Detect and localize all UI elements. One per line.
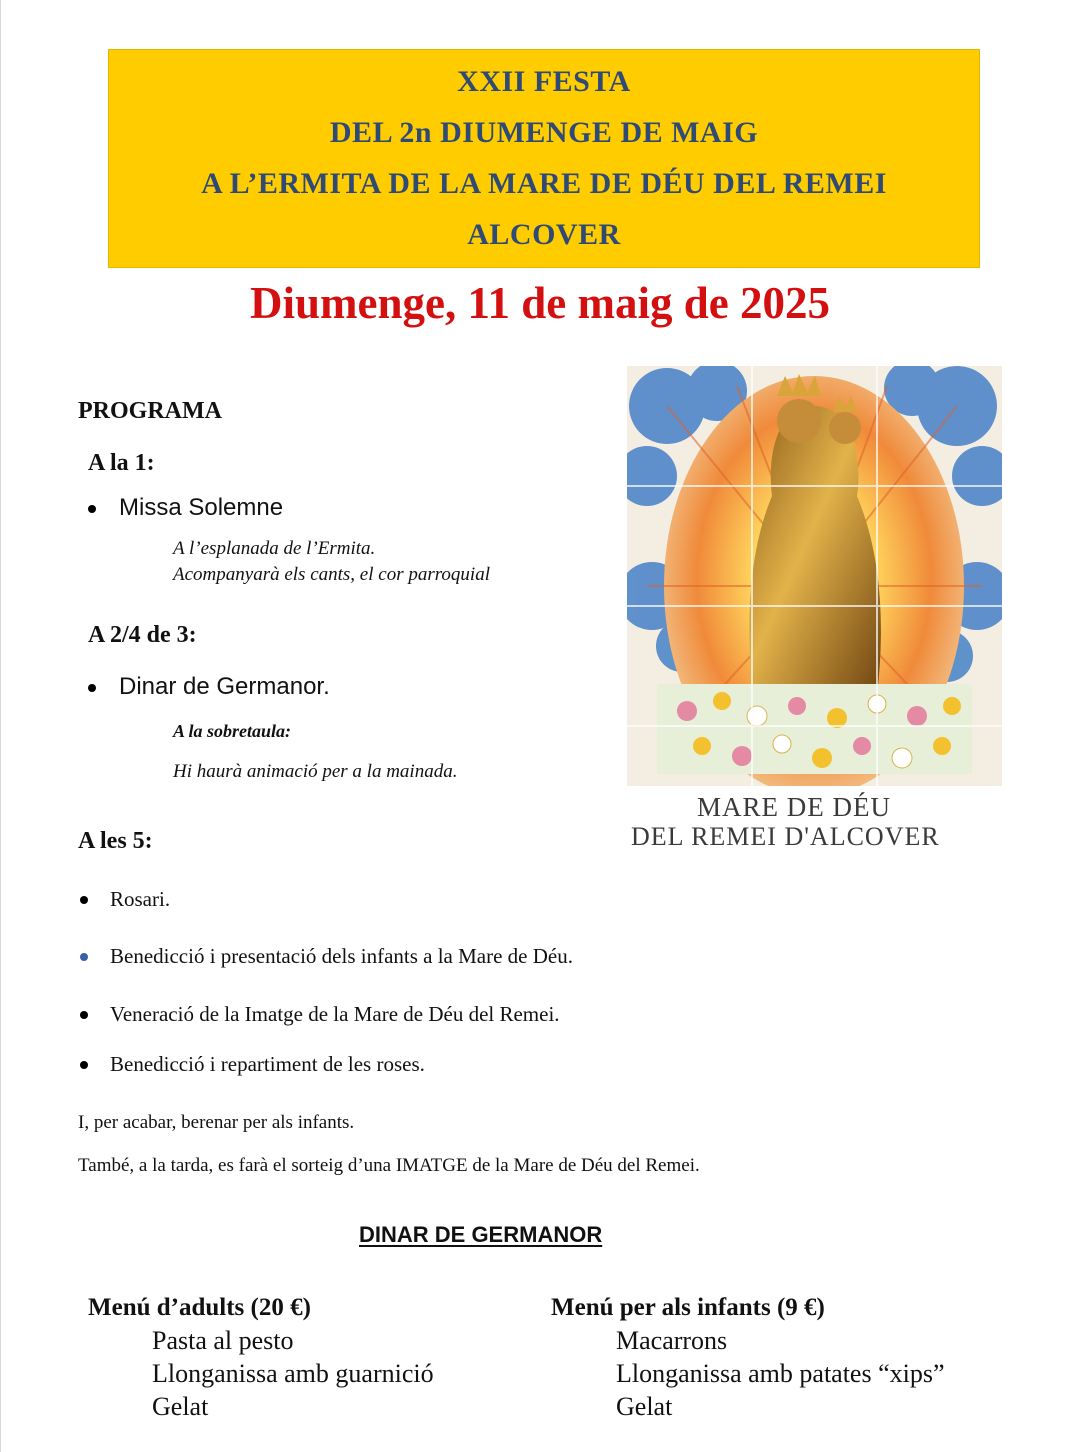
bullet-icon (80, 953, 88, 961)
program-item-missa: Missa Solemne (119, 494, 284, 521)
banner-line-1: XXII FESTA (457, 64, 631, 98)
time-heading-2: A 2/4 de 3: (88, 622, 197, 648)
dinar-title: DINAR DE GERMANOR (359, 1222, 603, 1247)
program-item-veneracio: Veneració de la Imatge de la Mare de Déu del Remei. (110, 1002, 560, 1026)
program-note-1: A l’esplanada de l’Ermita. (173, 538, 376, 559)
title-banner (109, 50, 979, 267)
page-edge (0, 0, 1, 1452)
menu-adults-heading: Menú d’adults (20 €) (88, 1294, 311, 1321)
image-caption-line-2: DEL REMEI D'ALCOVER (631, 822, 940, 851)
virgin-tile-image (627, 366, 1002, 854)
menu-adults-item: Gelat (152, 1392, 209, 1421)
closing-line-1: I, per acabar, berenar per als infants. (78, 1112, 355, 1133)
time-heading-1: A la 1: (88, 450, 155, 476)
bullet-icon (80, 896, 88, 904)
program-note-3: Hi haurà animació per a la mainada. (173, 761, 458, 782)
time-heading-3: A les 5: (78, 828, 153, 854)
programa-heading: PROGRAMA (78, 398, 222, 424)
menu-adults-item: Llonganissa amb guarnició (152, 1359, 434, 1388)
menu-kids-item: Macarrons (616, 1326, 728, 1355)
banner-line-2: DEL 2n DIUMENGE DE MAIG (329, 115, 759, 149)
menu-kids-item: Llonganissa amb patates “xips” (616, 1359, 945, 1388)
image-caption-line-1: MARE DE DÉU (697, 792, 891, 822)
program-note-title: A la sobretaula: (173, 721, 292, 741)
menu-kids-heading: Menú per als infants (9 €) (551, 1294, 825, 1321)
menu-kids-item: Gelat (616, 1392, 673, 1421)
program-item-roses: Benedicció i repartiment de les roses. (110, 1052, 425, 1076)
program-item-dinar: Dinar de Germanor. (119, 673, 330, 700)
program-item-benediccio: Benedicció i presentació dels infants a la Mare de Déu. (110, 944, 573, 968)
program-note-2: Acompanyarà els cants, el cor parroquial (173, 564, 490, 585)
bullet-icon (88, 684, 96, 692)
closing-line-2: També, a la tarda, es farà el sorteig d’una IMATGE de la Mare de Déu del Remei. (78, 1155, 700, 1176)
program-item-rosari: Rosari. (110, 887, 171, 911)
menu-adults-item: Pasta al pesto (152, 1326, 294, 1355)
banner-line-4: ALCOVER (467, 218, 621, 252)
bullet-icon (80, 1011, 88, 1019)
banner-line-3: A L’ERMITA DE LA MARE DE DÉU DEL REMEI (201, 167, 887, 201)
bullet-icon (80, 1061, 88, 1069)
bullet-icon (88, 505, 96, 513)
event-date: Diumenge, 11 de maig de 2025 (250, 278, 830, 328)
